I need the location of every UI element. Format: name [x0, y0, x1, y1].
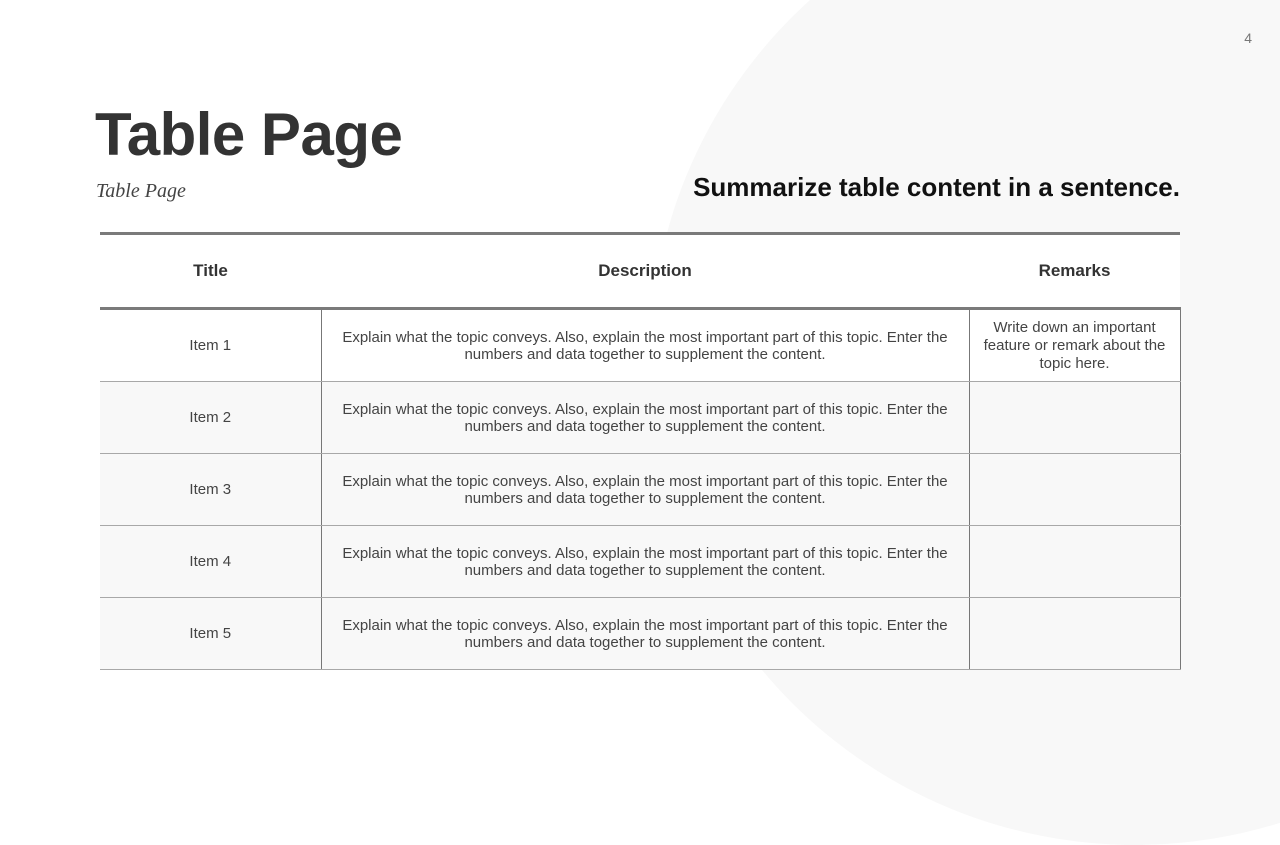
table-row — [100, 526, 1180, 598]
cell-remarks: Write down an important feature or remark about the topic here. — [969, 309, 1180, 382]
cell-description: Explain what the topic conveys. Also, explain the most important part of this topic. Enter the numbers and data together to supplement the content. — [321, 598, 969, 670]
page-number: 4 — [1244, 30, 1252, 46]
column-header-remarks: Remarks — [1038, 261, 1111, 280]
table-row — [100, 598, 1180, 670]
page-subtitle: Table Page — [96, 180, 186, 202]
cell-description: Explain what the topic conveys. Also, explain the most important part of this topic. Enter the numbers and data together to supplement the content. — [321, 382, 969, 454]
column-header-description: Description — [598, 261, 692, 280]
cell-title: Item 2 — [100, 382, 321, 454]
cell-description: Explain what the topic conveys. Also, explain the most important part of this topic. Enter the numbers and data together to supplement the content. — [321, 526, 969, 598]
cell-description: Explain what the topic conveys. Also, explain the most important part of this topic. Enter the numbers and data together to supplement the content. — [321, 454, 969, 526]
column-header-title: Title — [193, 261, 228, 280]
cell-description: Explain what the topic conveys. Also, explain the most important part of this topic. Enter the numbers and data together to supplement the content. — [321, 309, 969, 382]
cell-title: Item 1 — [100, 309, 321, 382]
table-row — [100, 382, 1180, 454]
cell-remarks — [969, 454, 1180, 526]
cell-remarks — [969, 598, 1180, 670]
table-summary: Summarize table content in a sentence. — [693, 172, 1180, 202]
cell-remarks — [969, 526, 1180, 598]
cell-title: Item 4 — [100, 526, 321, 598]
table-row — [100, 454, 1180, 526]
content-table — [100, 232, 1181, 670]
table-header-row — [100, 234, 1180, 309]
page-title: Table Page — [95, 101, 403, 168]
table-row — [100, 309, 1180, 382]
cell-title: Item 3 — [100, 454, 321, 526]
cell-title: Item 5 — [100, 598, 321, 670]
cell-remarks — [969, 382, 1180, 454]
